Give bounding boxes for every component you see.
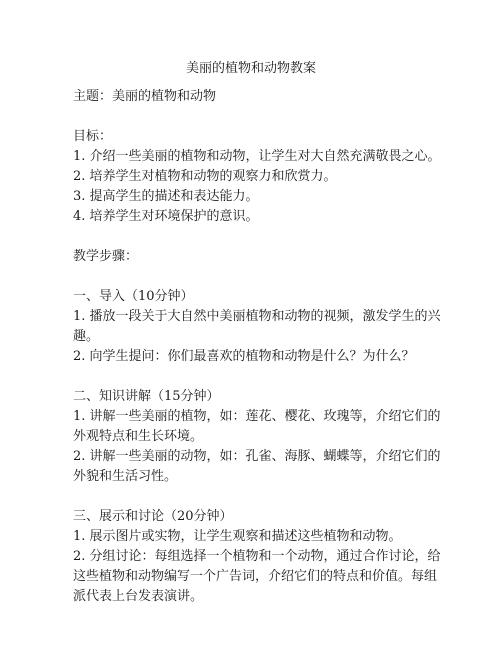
- section-item: 2. 讲解一些美丽的动物，如：孔雀、海豚、蝴蝶等，介绍它们的外貌和生活习性。: [73, 449, 441, 484]
- goals-heading: 目标：: [73, 129, 113, 144]
- steps-heading: 教学步骤：: [73, 249, 139, 264]
- goal-item: 3. 提高学生的描述和表达能力。: [73, 189, 259, 204]
- section-item: 2. 向学生提问：你们最喜欢的植物和动物是什么？为什么？: [73, 349, 415, 364]
- goal-item: 2. 培养学生对植物和动物的观察力和欣赏力。: [73, 169, 337, 184]
- theme-line: 主题：美丽的植物和动物: [73, 89, 217, 104]
- document-body: [73, 87, 445, 607]
- section-heading: 二、知识讲解（15分钟）: [73, 389, 220, 404]
- section-item: 2. 分组讨论：每组选择一个植物和一个动物，通过合作讨论，给这些植物和动物编写一个广告词，介绍它们的特点和价值。每组派代表上台发表演讲。: [73, 549, 441, 604]
- goal-item: 4. 培养学生对环境保护的意识。: [73, 209, 259, 224]
- section-item: 1. 讲解一些美丽的植物，如：莲花、樱花、玫瑰等，介绍它们的外观特点和生长环境。: [73, 409, 441, 444]
- document-title: 美丽的植物和动物教案: [185, 61, 316, 76]
- section-item: 1. 播放一段关于大自然中美丽植物和动物的视频，激发学生的兴趣。: [73, 309, 441, 344]
- section-item: 1. 展示图片或实物，让学生观察和描述这些植物和动物。: [73, 529, 402, 544]
- section-heading: 三、展示和讨论（20分钟）: [73, 509, 233, 524]
- section-heading: 一、导入（10分钟）: [73, 289, 194, 304]
- goal-item: 1. 介绍一些美丽的植物和动物，让学生对大自然充满敬畏之心。: [73, 149, 441, 164]
